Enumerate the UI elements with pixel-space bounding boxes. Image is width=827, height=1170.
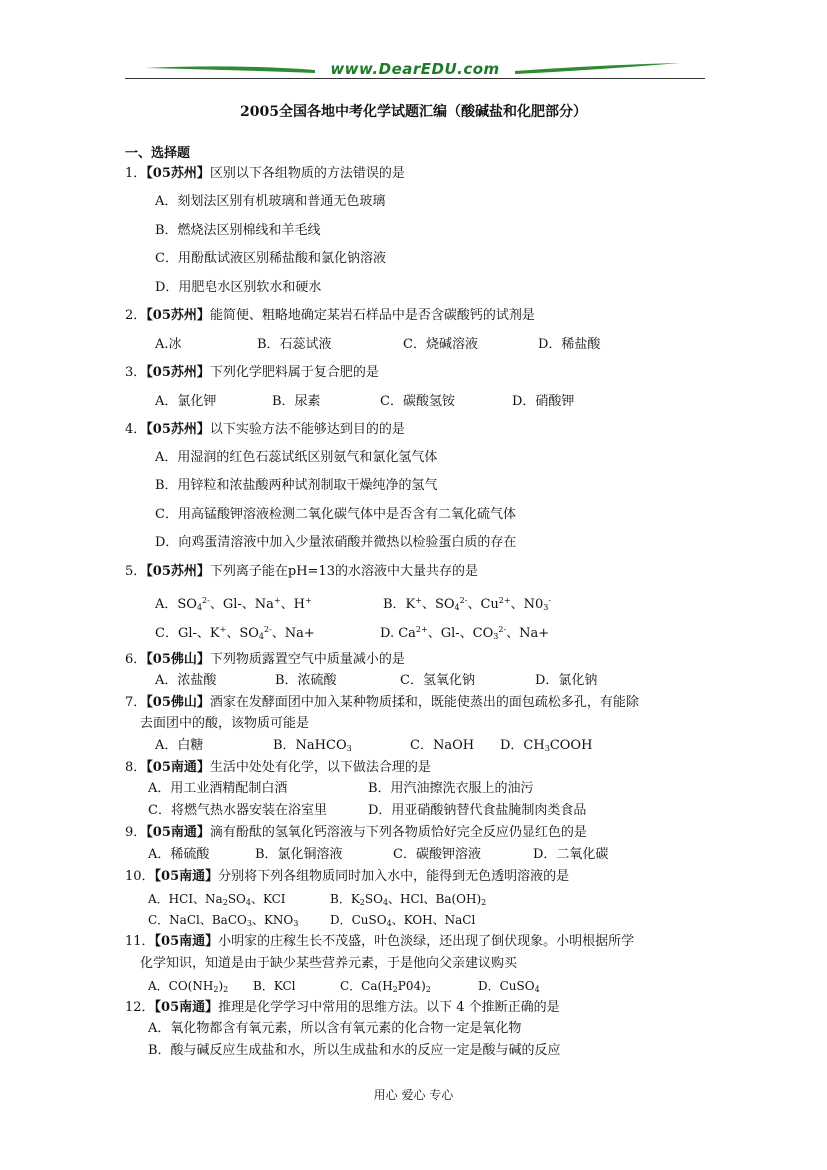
q11-option-d: D．CuSO$_4$ [478, 979, 540, 994]
q9-option-b: B．氯化铜溶液 [255, 847, 343, 862]
q4-option-a: A．用湿润的红色石蕊试纸区别氨气和氯化氢气体 [155, 450, 438, 465]
q10-option-d: D．CuSO$_4$、KOH、NaCl [330, 913, 476, 928]
question-2: 2．【05苏州】能简便、粗略地确定某岩石样品中是否含碳酸钙的试剂是 [125, 308, 535, 323]
q8-option-d: D．用亚硝酸钠替代食盐腌制肉类食品 [368, 803, 587, 818]
q8-option-b: B．用汽油擦洗衣服上的油污 [368, 781, 534, 796]
q1-option-d: D．用肥皂水区别软水和硬水 [155, 280, 322, 295]
section-heading: 一、选择题 [125, 146, 191, 161]
question-11: 11．【05南通】小明家的庄稼生长不茂盛，叶色淡绿，还出现了倒伏现象。小明根据所学 [125, 934, 635, 949]
header-divider [125, 78, 705, 79]
page-footer: 用心 爱心 专心 [373, 1088, 454, 1102]
q6-option-b: B．浓硫酸 [275, 673, 337, 688]
q11-option-b: B．KCl [253, 979, 296, 993]
question-5: 5．【05苏州】下列离子能在pH=13的水溶液中大量共存的是 [125, 564, 478, 579]
q6-option-d: D．氯化钠 [535, 673, 598, 688]
q7-option-b: B．NaHCO$_3$ [273, 738, 352, 753]
question-4: 4．【05苏州】以下实验方法不能够达到目的的是 [125, 422, 405, 437]
q3-option-c: C．碳酸氢铵 [380, 394, 455, 409]
q9-option-c: C．碳酸钾溶液 [393, 847, 481, 862]
page-title: 2005全国各地中考化学试题汇编（酸碱盐和化肥部分） [240, 104, 587, 120]
q11-option-a: A．$CO(NH_2)_2$ [148, 979, 229, 994]
q9-option-d: D．二氧化碳 [533, 847, 609, 862]
q4-option-d: D．向鸡蛋清溶液中加入少量浓硝酸并微热以检验蛋白质的存在 [155, 535, 517, 550]
q2-option-d: D．稀盐酸 [538, 337, 601, 352]
question-6: 6．【05佛山】下列物质露置空气中质量减小的是 [125, 652, 405, 667]
q5-option-a: A．$SO_4^{2-}$、Gl-、Na+、H+ [155, 596, 312, 612]
q10-option-b: B．$K_2SO_4$、HCl、$Ba(OH)_2$ [330, 892, 487, 907]
q8-option-c: C．将燃气热水器安装在浴室里 [148, 803, 327, 818]
q4-option-b: B．用锌粒和浓盐酸两种试剂制取干燥纯净的氢气 [155, 478, 438, 493]
question-9: 9．【05南通】滴有酚酞的氢氧化钙溶液与下列各物质恰好完全反应仍显红色的是 [125, 825, 587, 840]
q4-option-c: C．用高锰酸钾溶液检测二氧化碳气体中是否含有二氧化硫气体 [155, 507, 516, 522]
q12-option-b: B．酸与碱反应生成盐和水，所以生成盐和水的反应一定是酸与碱的反应 [148, 1043, 561, 1058]
question-10: 10．【05南通】分别将下列各组物质同时加入水中，能得到无色透明溶液的是 [125, 869, 570, 884]
question-11-cont: 化学知识，知道是由于缺少某些营养元素，于是他向父亲建议购买 [140, 956, 518, 971]
q11-option-c: C．$Ca(H_2P04)_2$ [340, 979, 431, 994]
question-8: 8．【05南通】生活中处处有化学，以下做法合理的是 [125, 760, 431, 775]
q1-option-b: B．燃烧法区别棉线和羊毛线 [155, 223, 321, 238]
question-7-cont: 去面团中的酸，该物质可能是 [140, 716, 310, 731]
question-7: 7．【05佛山】酒家在发酵面团中加入某种物质揉和，既能使蒸出的面包疏松多孔，有能除 [125, 695, 639, 710]
question-3: 3．【05苏州】下列化学肥料属于复合肥的是 [125, 365, 379, 380]
q7-option-a: A．白糖 [155, 738, 204, 753]
q3-option-a: A．氯化钾 [155, 394, 217, 409]
q5-option-c: C．Gl-、K+、$SO_4^{2-}$、Na+ [155, 625, 315, 641]
q2-option-a: A.冰 [155, 337, 182, 352]
q5-option-d: D. $Ca^{2+}$、Gl-、$CO_3^{2-}$、Na+ [380, 625, 550, 641]
q2-option-c: C．烧碱溶液 [403, 337, 478, 352]
q2-option-b: B．石蕊试液 [257, 337, 332, 352]
q5-option-b: B．K+、$SO_4^{2-}$、$Cu^{2+}$、$N0_3^-$ [383, 596, 552, 612]
q6-option-a: A．浓盐酸 [155, 673, 217, 688]
q3-option-d: D．硝酸钾 [512, 394, 575, 409]
q9-option-a: A．稀硫酸 [148, 847, 210, 862]
q3-option-b: B．尿素 [272, 394, 321, 409]
q6-option-c: C．氢氧化钠 [400, 673, 475, 688]
site-logo[interactable]: www.DearEDU.com [330, 60, 500, 78]
q1-option-c: C．用酚酞试液区别稀盐酸和氯化钠溶液 [155, 251, 386, 266]
q10-option-a: A．HCI、$Na_2SO_4$、KCI [148, 892, 286, 907]
q8-option-a: A．用工业酒精配制白酒 [148, 781, 288, 796]
question-12: 12．【05南通】推理是化学学习中常用的思维方法。以下 4 个推断正确的是 [125, 1000, 560, 1015]
q7-option-c: C．NaOH [410, 738, 475, 753]
q12-option-a: A．氧化物都含有氧元素，所以含有氧元素的化合物一定是氧化物 [148, 1021, 522, 1036]
question-1: 1．【05苏州】区别以下各组物质的方法错误的是 [125, 166, 405, 181]
q7-option-d: D．$CH_3COOH$ [500, 738, 593, 753]
q10-option-c: C．NaCl、BaCO$_3$、$KNO_3$ [148, 913, 299, 928]
q1-option-a: A．刻划法区别有机玻璃和普通无色玻璃 [155, 194, 386, 209]
